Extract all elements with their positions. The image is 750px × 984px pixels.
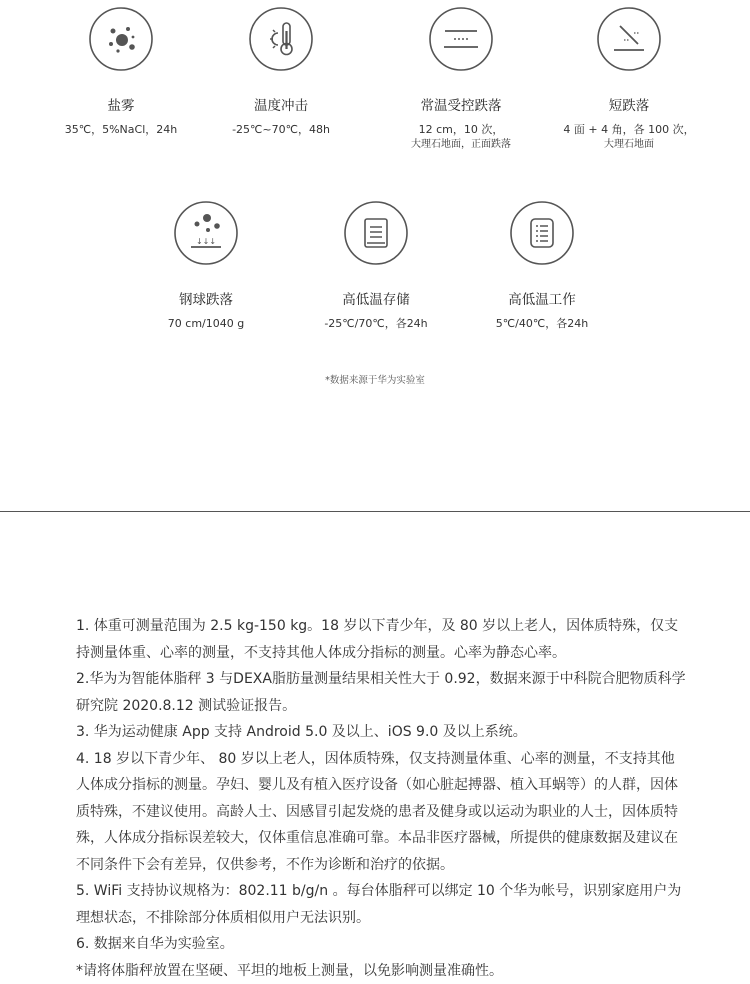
test-spec: 35℃，5%NaCl，24h [26, 122, 216, 138]
note-item: 3. 华为运动健康 App 支持 Android 5.0 及以上、iOS 9.0 及以上系统。 [76, 719, 686, 746]
test-name: 短跌落 [534, 98, 724, 114]
note-item: 5. WiFi 支持协议规格为：802.11 b/g/n 。每台体脂秤可以绑定 10 个华为帐号，识别家庭用户为理想状态，不排除部分体质相似用户无法识别。 [76, 878, 686, 931]
test-spec: 70 cm/1040 g [111, 316, 301, 332]
test-name: 温度冲击 [186, 98, 376, 114]
test-steel-ball-drop [111, 200, 301, 332]
test-operation [447, 200, 637, 332]
note-item: 2.华为为智能体脂秤 3 与DEXA脂肪量测量结果相关性大于 0.92，数据来源于中科院合肥物质科学研究院 2020.8.12 测试验证报告。 [76, 666, 686, 719]
section-divider [0, 511, 750, 512]
salt-spray-icon [88, 6, 154, 72]
svg-text:↓↓↓: ↓↓↓ [196, 237, 216, 246]
test-spec-detail: 大理石地面，正面跌落 [366, 138, 556, 152]
test-name: 钢球跌落 [111, 292, 301, 308]
thermometer-icon [248, 6, 314, 72]
disclaimer-notes [76, 613, 686, 984]
note-item: 1. 体重可测量范围为 2.5 kg-150 kg。18 岁以下青少年，及 80 岁以上老人，因体质特殊，仅支持测量体重、心率的测量，不支持其他人体成分指标的测量。心率为静态心率。 [76, 613, 686, 666]
test-spec: -25℃~70℃，48h [186, 122, 376, 138]
test-name: 高低温工作 [447, 292, 637, 308]
short-drop-icon [596, 6, 662, 72]
test-name: 高低温存储 [281, 292, 471, 308]
test-spec-detail: 大理石地面 [534, 138, 724, 152]
controlled-drop-icon [428, 6, 494, 72]
lab-footnote: *数据来源于华为实验室 [0, 372, 750, 386]
note-item: 6. 数据来自华为实验室。 [76, 931, 686, 958]
test-storage [281, 200, 471, 332]
test-spec: 5℃/40℃，各24h [447, 316, 637, 332]
steel-ball-drop-icon [173, 200, 239, 266]
note-item: *请将体脂秤放置在坚硬、平坦的地板上测量，以免影响测量准确性。 [76, 958, 686, 984]
storage-icon [343, 200, 409, 266]
test-spec: 4 面 + 4 角，各 100 次， [534, 122, 724, 138]
test-short-drop [534, 6, 724, 152]
test-name: 盐雾 [26, 98, 216, 114]
test-thermal-shock [186, 6, 376, 138]
test-name: 常温受控跌落 [366, 98, 556, 114]
test-spec: 12 cm，10 次， [366, 122, 556, 138]
operation-icon [509, 200, 575, 266]
note-item: 4. 18 岁以下青少年、 80 岁以上老人，因体质特殊，仅支持测量体重、心率的测量，不支持其他人体成分指标的测量。孕妇、婴儿及有植入医疗设备（如心脏起搏器、植入耳蜗等）的人群，因体质特殊，不建议使用。高龄人士、因感冒引起发烧的患者及健身或以运动为职业的人士，因体质特殊，人体成分指标误差较大，仅体重信息准确可靠。本品非医疗器械，所提供的健康数据及建议在不同条件下会有差异，仅供参考，不作为诊断和治疗的依据。 [76, 746, 686, 879]
test-spec: -25℃/70℃，各24h [281, 316, 471, 332]
reliability-tests [0, 0, 750, 400]
test-controlled-drop [366, 6, 556, 152]
